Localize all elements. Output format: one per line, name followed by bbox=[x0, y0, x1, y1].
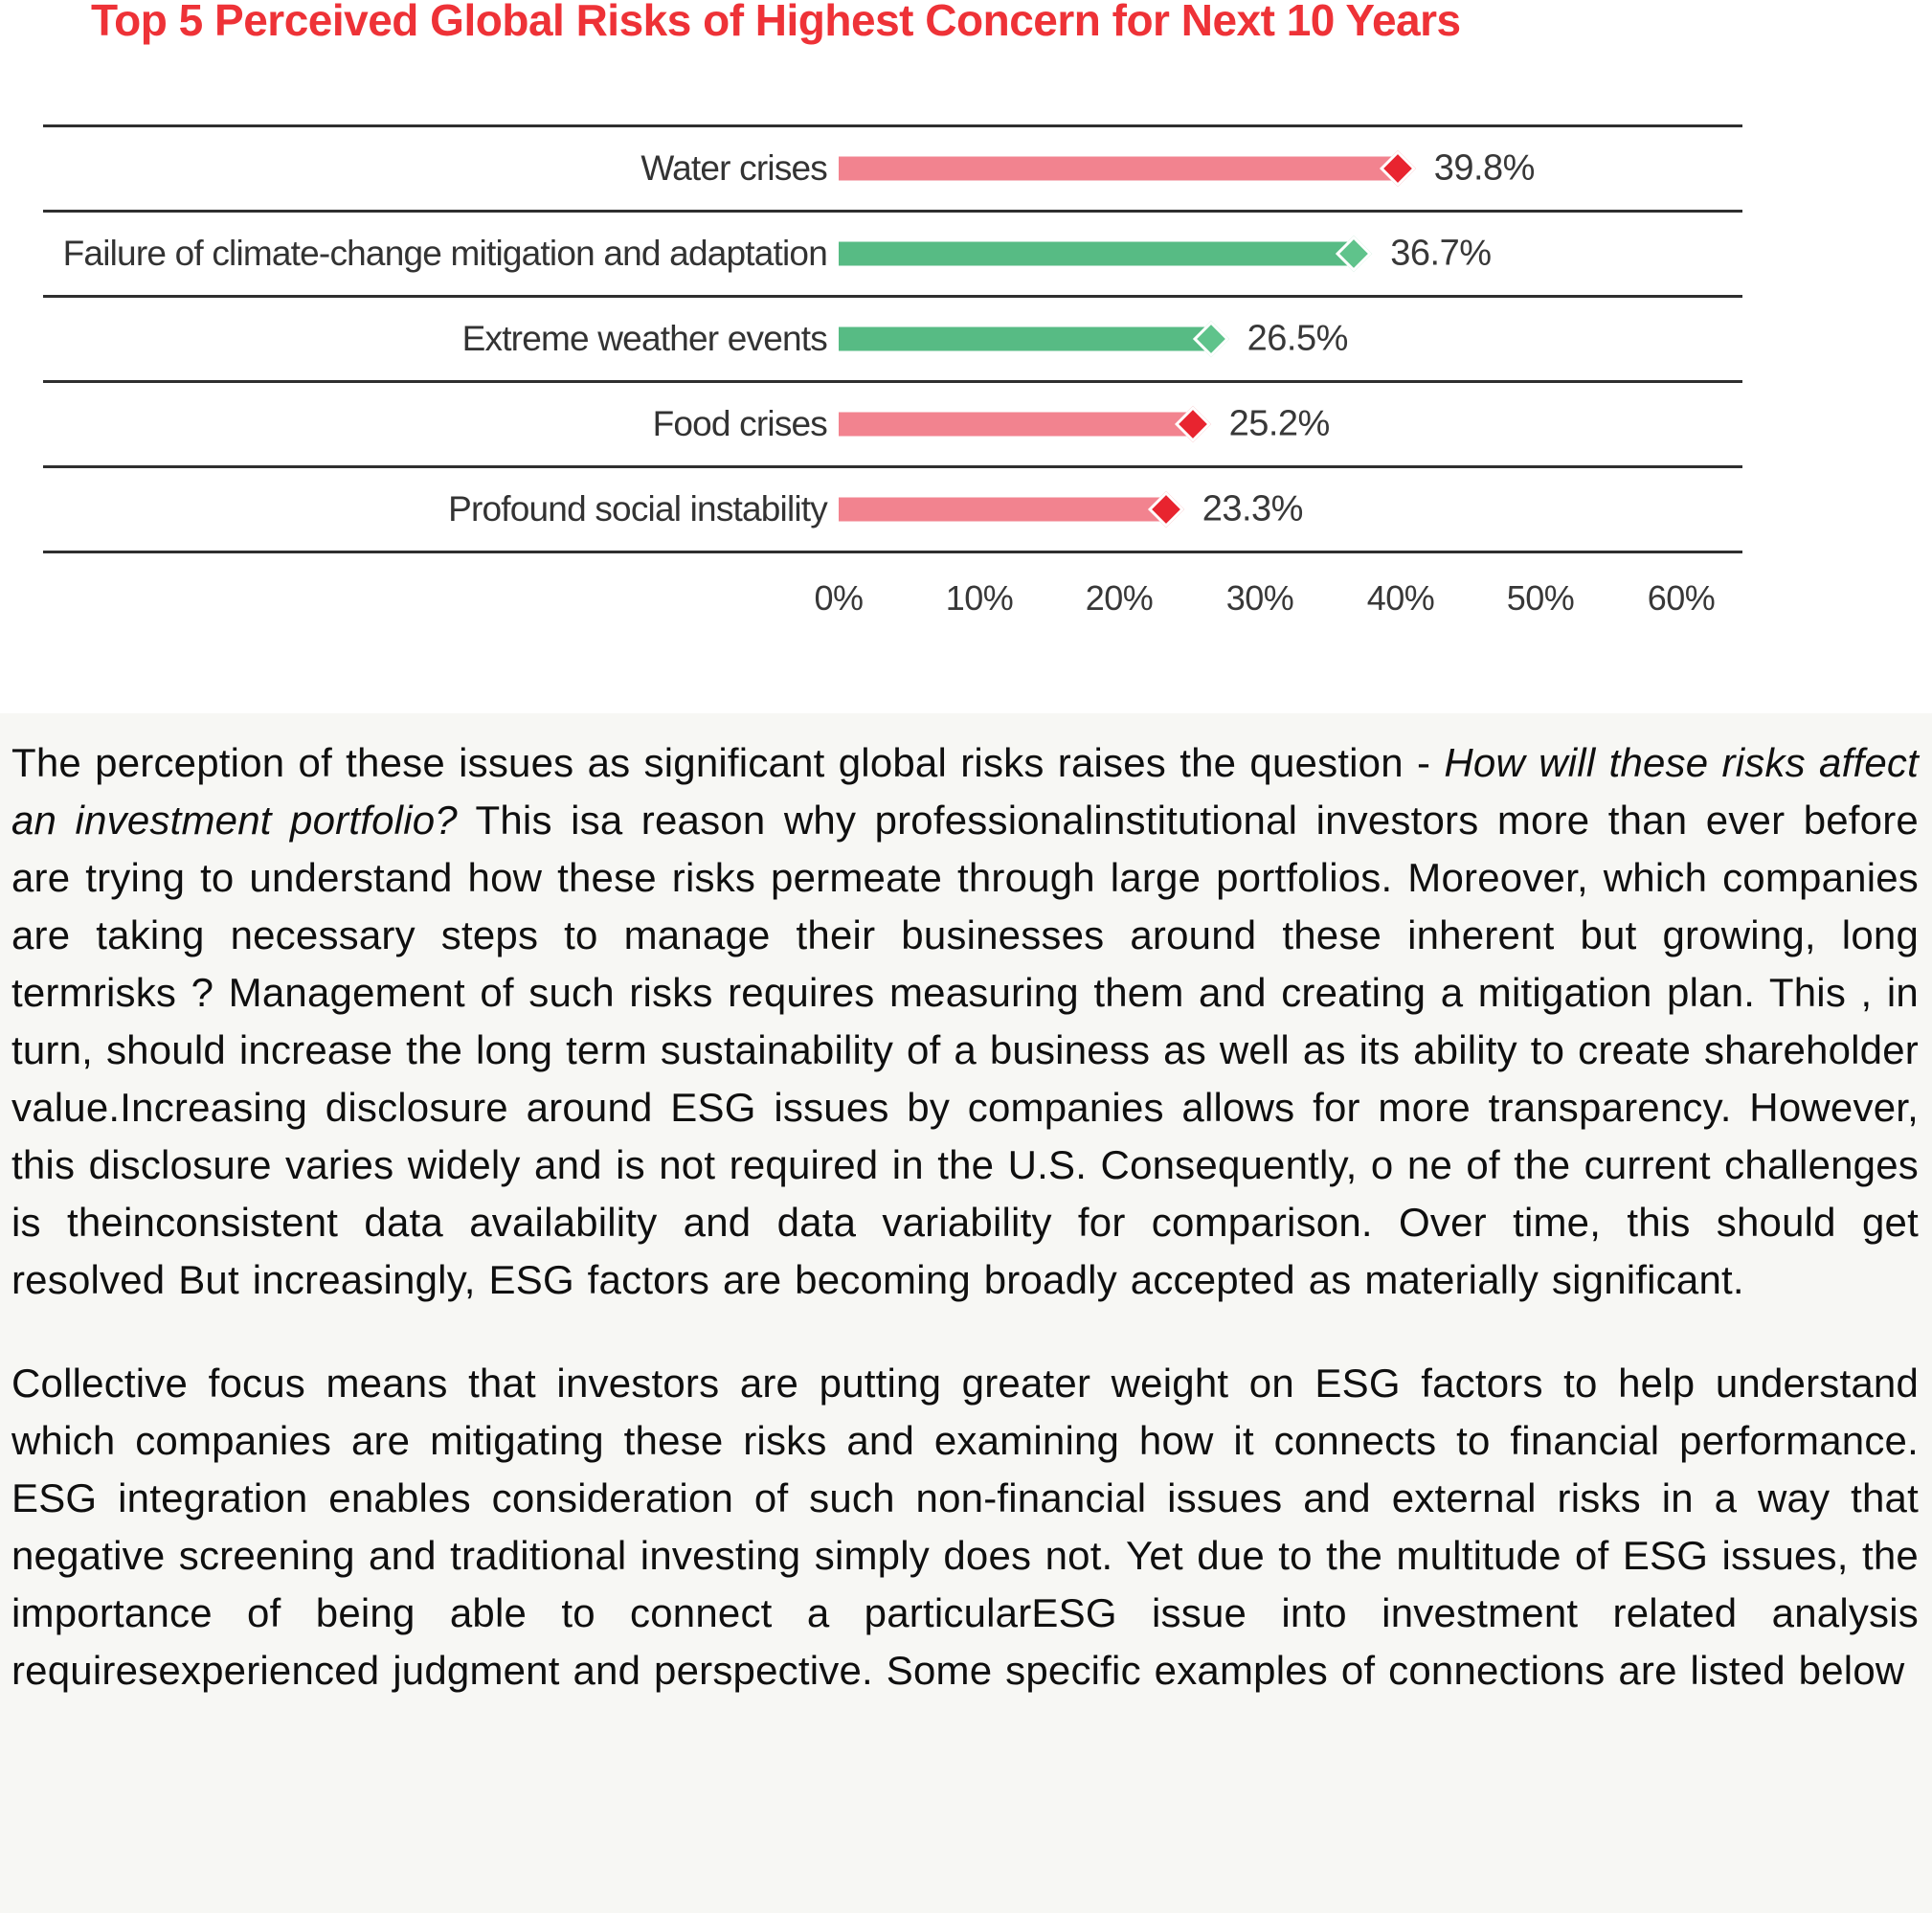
row-plot bbox=[839, 383, 1742, 465]
bar bbox=[839, 327, 1211, 351]
bar bbox=[839, 413, 1193, 437]
category-label: Profound social instability bbox=[448, 489, 827, 529]
row-plot bbox=[839, 468, 1742, 551]
chart-row bbox=[43, 295, 1742, 380]
bar-value-label: 26.5% bbox=[1247, 318, 1348, 359]
bar bbox=[839, 498, 1166, 522]
bar bbox=[839, 242, 1354, 266]
page-title: Top 5 Perceived Global Risks of Highest Concern for Next 10 Years bbox=[91, 0, 1461, 45]
x-axis-tick: 20% bbox=[1085, 578, 1154, 618]
row-plot bbox=[839, 213, 1742, 295]
x-axis-tick: 10% bbox=[945, 578, 1014, 618]
bar-value-label: 23.3% bbox=[1202, 488, 1303, 529]
chart-row bbox=[43, 380, 1742, 465]
bar-value-label: 39.8% bbox=[1433, 147, 1535, 189]
x-axis-tick: 50% bbox=[1506, 578, 1575, 618]
category-label: Failure of climate-change mitigation and adaptation bbox=[62, 234, 827, 273]
bar-chart bbox=[43, 124, 1742, 622]
row-plot bbox=[839, 298, 1742, 380]
x-axis-tick: 60% bbox=[1647, 578, 1716, 618]
x-axis-tick: 40% bbox=[1366, 578, 1435, 618]
body-text-section bbox=[0, 713, 1932, 1913]
x-axis-tick: 30% bbox=[1225, 578, 1294, 618]
paragraph-2: Collective focus means that investors are putting greater weight on ESG factors to help understand which companies are mitigating these risks and examining how it connects to financial performance. ESG integration enables consideration of such non-financial issues and external risks in a way that negative screening and traditional investing simply does not. Yet due to the multitude of ESG issues, the importance of being able to connect a particularESG issue into investment related analysis requiresexperienced judgment and perspective. Some specific examples of connections are listed below bbox=[11, 1361, 1919, 1693]
bar bbox=[839, 157, 1398, 181]
chart-row bbox=[43, 210, 1742, 295]
bar-value-label: 25.2% bbox=[1228, 403, 1330, 444]
paragraph-1: The perception of these issues as significant global risks raises the question - How will these risks affect an investment portfolio? This isa reason why professionalinstitutional investors more than ever before are trying to understand how these risks permeate through large portfolios. Moreover, which companies are taking necessary steps to manage their businesses around these inherent but growing, long termrisks ? Management of such risks requires measuring them and creating a mitigation plan. This , in turn, should increase the long term sustainability of a business as well as its ability to create shareholder value.Increasing disclosure around ESG issues by companies allows for more transparency. However, this disclosure varies widely and is not required in the U.S. Consequently, o ne of the current challenges is theinconsistent data availability and data variability for comparison. Over time, this should get resolved But increasingly, ESG factors are becoming broadly accepted as materially significant. bbox=[11, 740, 1919, 1302]
category-label: Water crises bbox=[640, 148, 827, 188]
bar-value-label: 36.7% bbox=[1390, 233, 1492, 274]
x-axis-tick: 0% bbox=[814, 578, 864, 618]
row-plot bbox=[839, 127, 1742, 210]
x-axis bbox=[814, 553, 1742, 622]
category-label: Food crises bbox=[652, 404, 827, 443]
category-label: Extreme weather events bbox=[461, 319, 827, 358]
chart-row bbox=[43, 465, 1742, 551]
chart-row bbox=[43, 124, 1742, 210]
